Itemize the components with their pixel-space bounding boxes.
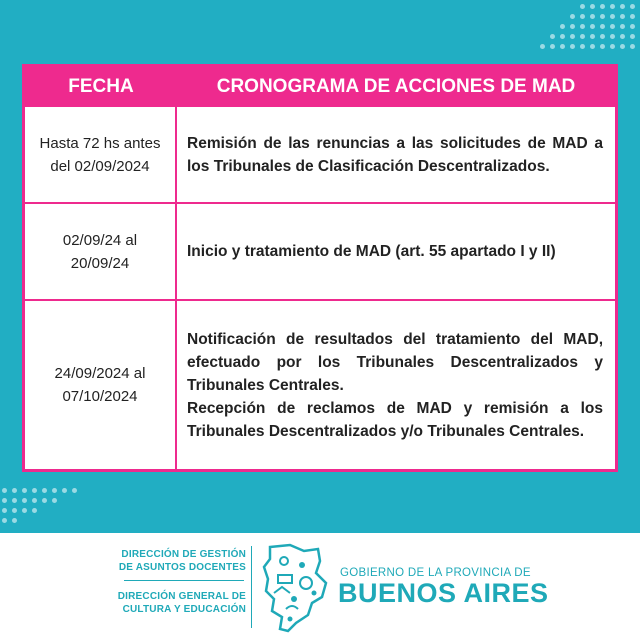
decorative-dot (32, 498, 37, 503)
row-date (25, 204, 177, 299)
decorative-dot (2, 518, 7, 523)
row-description (177, 301, 615, 469)
decorative-dot (62, 488, 67, 493)
decorative-dot (12, 508, 17, 513)
vertical-divider (251, 546, 252, 628)
row-description (177, 204, 615, 299)
decorative-dot (620, 24, 625, 29)
table-row (25, 204, 615, 301)
decorative-dot (550, 34, 555, 39)
decorative-dot (580, 44, 585, 49)
dept-line: DE ASUNTOS DOCENTES (118, 562, 246, 573)
decorative-dot (580, 34, 585, 39)
decorative-dot (620, 14, 625, 19)
decorative-dot (22, 498, 27, 503)
decorative-dot (12, 488, 17, 493)
decorative-dot (32, 488, 37, 493)
dept-cultura-educacion (118, 590, 246, 616)
row-date (25, 301, 177, 469)
decorative-dot (590, 4, 595, 9)
decorative-dot (630, 24, 635, 29)
decorative-dot (630, 44, 635, 49)
dept-line: DIRECCIÓN DE GESTIÓN (121, 549, 246, 560)
decorative-dot (620, 44, 625, 49)
row-paragraph: Inicio y tratamiento de MAD (art. 55 apartado I y II) (187, 243, 556, 260)
decorative-dot (580, 24, 585, 29)
row-paragraph: Recepción de reclamos de MAD y remisión a los Tribunales Descentralizados y/o Tribunales Centrales. (187, 399, 603, 440)
decorative-dot (560, 34, 565, 39)
row-date-text: 24/09/2024 al 07/10/2024 (54, 365, 146, 405)
decorative-dot (580, 14, 585, 19)
dept-line: DIRECCIÓN GENERAL DE (117, 591, 246, 602)
province-map-icon (260, 543, 332, 633)
decorative-dot (570, 24, 575, 29)
table-header (25, 67, 615, 107)
decorative-dot (42, 488, 47, 493)
decorative-dot (600, 14, 605, 19)
decorative-dot (600, 34, 605, 39)
row-date (25, 107, 177, 202)
decorative-dot (22, 508, 27, 513)
decorative-dot (610, 44, 615, 49)
decorative-dot (22, 488, 27, 493)
decorative-dot (620, 4, 625, 9)
header-date: FECHA (68, 76, 134, 97)
decorative-dot (2, 498, 7, 503)
decorative-dot (630, 14, 635, 19)
decorative-dot (52, 488, 57, 493)
table-row (25, 107, 615, 204)
decorative-dot (570, 14, 575, 19)
row-date-text: Hasta 72 hs antes del 02/09/2024 (39, 134, 161, 175)
decorative-dot (610, 34, 615, 39)
decorative-dot (590, 34, 595, 39)
gov-title: BUENOS AIRES (338, 578, 549, 608)
decorative-dot (630, 4, 635, 9)
decorative-dot (630, 34, 635, 39)
decorative-dot (570, 34, 575, 39)
table-row (25, 301, 615, 469)
row-date-text: 02/09/24 al 20/09/24 (62, 231, 138, 272)
decorative-dot (72, 488, 77, 493)
decorative-dot (590, 14, 595, 19)
decorative-dot (12, 498, 17, 503)
dept-gestion-docentes (119, 548, 246, 574)
decorative-dot (42, 498, 47, 503)
decorative-dot (32, 508, 37, 513)
header-description: CRONOGRAMA DE ACCIONES DE MAD (216, 76, 576, 97)
decorative-dot (590, 44, 595, 49)
decorative-dot (2, 508, 7, 513)
row-paragraph: Notificación de resultados del tratamiento del MAD, efectuado por los Tribunales Descentralizados y Tribunales Centrales. (187, 330, 603, 394)
decorative-dot (52, 498, 57, 503)
decorative-dot (600, 44, 605, 49)
decorative-dot (620, 34, 625, 39)
decorative-dot (560, 24, 565, 29)
decorative-dot (12, 518, 17, 523)
decorative-dot (580, 4, 585, 9)
row-paragraph: Remisión de las renuncias a las solicitudes de MAD a los Tribunales de Clasificación Descentralizados. (187, 134, 603, 175)
decorative-dot (550, 44, 555, 49)
schedule-table (22, 64, 618, 472)
decorative-dot (610, 24, 615, 29)
decorative-dot (570, 44, 575, 49)
decorative-dot (610, 14, 615, 19)
decorative-dot (610, 4, 615, 9)
decorative-dot (540, 44, 545, 49)
dept-line: CULTURA Y EDUCACIÓN (122, 604, 246, 615)
decorative-dot (560, 44, 565, 49)
decorative-dot (590, 24, 595, 29)
gov-subtitle: GOBIERNO DE LA PROVINCIA DE (340, 567, 531, 579)
decorative-dot (2, 488, 7, 493)
decorative-dot (600, 4, 605, 9)
row-description (177, 107, 615, 202)
decorative-dot (600, 24, 605, 29)
dept-divider (124, 580, 244, 581)
